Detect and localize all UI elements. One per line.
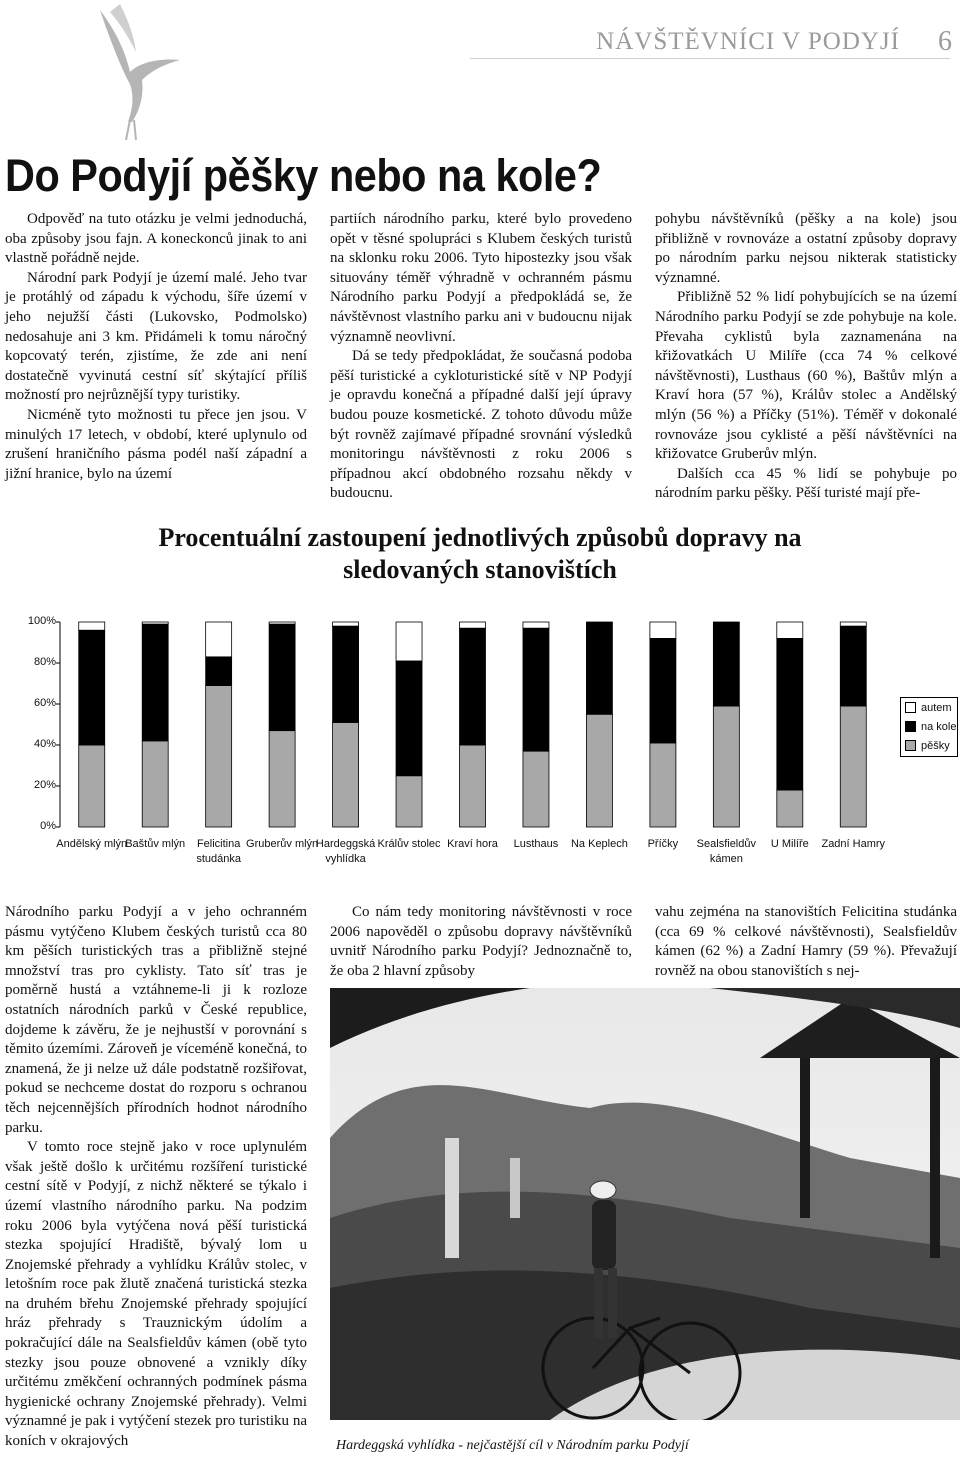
x-tick-label: Hardeggská vyhlídka: [315, 838, 376, 865]
x-tick-label: Zadní Hamry: [821, 838, 886, 850]
heron-logo-icon: [70, 0, 210, 140]
bar-segment-na-kole: [650, 638, 676, 743]
bar-segment-pěšky: [142, 741, 168, 827]
bar-segment-autem: [777, 622, 803, 638]
bar-segment-na-kole: [460, 628, 486, 745]
bar-segment-na-kole: [523, 628, 549, 751]
bar-segment-autem: [840, 622, 866, 626]
x-tick-label: Lusthaus: [513, 838, 559, 850]
top-column-3: [655, 210, 957, 504]
x-tick-label: Gruberův mlýn: [246, 838, 319, 850]
bar-segment-na-kole: [79, 630, 105, 745]
bar-segment-pěšky: [206, 686, 232, 827]
x-tick-label: Na Keplech: [570, 838, 628, 850]
paragraph: Přibližně 52 % lidí pohybujících se na území Národního parku Podyjí se zde pohybuje na kole. Převaha cyklistů byla zaznamenána na křižovatkách U Milíře (cca 74 % celkové návštěvnosti), Lusthaus (60 %), Baštův mlýn a Kraví hora (57 %), Králův stolec a Andělský mlýn (56 %) a Příčky (51%). Téměř v dokonalé rovnováze jsou cyklisté a pěší návštěvníci na křižovatce Gruberův mlýn.: [655, 289, 957, 463]
bar-segment-pěšky: [777, 790, 803, 827]
bar-segment-pěšky: [840, 706, 866, 827]
y-tick-label: 20%: [33, 779, 56, 791]
x-tick-label: U Milíře: [770, 838, 809, 850]
bar-segment-na-kole: [713, 622, 739, 706]
x-tick-label: Příčky: [647, 838, 679, 850]
bottom-column-3: [655, 903, 957, 981]
bar-segment-na-kole: [269, 624, 295, 731]
page-number: 6: [938, 26, 952, 57]
bottom-column-1: [5, 903, 307, 1452]
top-column-2: [330, 210, 632, 504]
legend-item-pesky: pěšky: [901, 736, 957, 755]
paragraph: Co nám tedy monitoring návštěvnosti v roce 2006 napověděl o způsobu dopravy návštěvníků uvnitř Národního parku Podyjí? Jednoznačně to, že oba 2 hlavní způsoby: [330, 904, 632, 979]
x-tick-label: Andělský mlýn: [56, 838, 128, 850]
bar-segment-pěšky: [650, 743, 676, 827]
bar-segment-pěšky: [713, 706, 739, 827]
article-headline: Do Podyjí pěšky nebo na kole?: [5, 150, 602, 201]
bar-segment-pěšky: [269, 731, 295, 827]
paragraph: Národního parku Podyjí a v jeho ochranném pásmu vytýčeno Klubem českých turistů cca 80 km pěších turistických tras a přibližně stejné množství tras pro cyklisty. Tato síť tras je poměrně hustá a vztáhneme-li ji k rozloze ostatních národních parků v České republice, dojdeme k závěru, že je nejhustší v porovnání s těmito územími. Zároveň je víceméně konečná, to znamená, že ji nelze už dále podstatně rozšiřovat, pokud se nechceme dostat do rozporu s ochranou těch nejcennějších přírodních hodnot národního parku.: [5, 904, 307, 1136]
x-tick-label: Felicitina studánka: [196, 838, 241, 865]
bar-segment-pěšky: [523, 751, 549, 827]
cyclist-photo: [330, 988, 960, 1420]
paragraph: partiích národního parku, které bylo provedeno opět v těsné spolupráci s Klubem českých turistů na sklonku roku 2006. Tyto hipostezky jsou však situovány téměř výhradně v ochranném pásmu Národního parku Podyjí a předpokládá se, že návštěvnost vlastního parku ani v budoucnu nijak významně neovlivní.: [330, 211, 632, 345]
paragraph: V tomto roce stejně jako v roce uplynulém však ještě došlo k určitému rozšíření turistické cestní sítě v Podyjí, z nichž některé se týkalo i území vlastního národního parku. Na podzim roku 2006 byla vytýčena nová pěší turistická stezka spojující Hradiště, bývalý lom u Znojemské přehrady a vyhlídku Králův stolec, v letošním roce pak žlutě značená turistická stezka na druhém břehu Znojemské přehrady spojující hráz přehrady s Trauznickým údolím a pokračující dále na Sealsfieldův kámen (obě tyto stezky jsou pouze obnovené a vznikly díky určitému změkčení ochranných podmínek pásma hygienické ochrany Znojemské přehrady). Velmi významné je pak i vytýčení stezek pro turistiku na koních v okrajových: [5, 1139, 307, 1450]
bar-segment-pěšky: [79, 745, 105, 827]
paragraph: Nicméně tyto možnosti tu přece jen jsou. V minulých 17 letech, v období, které uplynulo od zrušení hraničního pásma podél naší západní a jižní hranice, bylo na území: [5, 406, 307, 482]
x-tick-label: Baštův mlýn: [125, 838, 186, 850]
paragraph: vahu zejména na stanovištích Felicitina studánka (cca 69 % celkové návštěvnosti), Sealsfieldův kámen (62 %) a Zadní Hamry (59 %). Převažují rovněž na obou stanovištích s nej-: [655, 904, 957, 979]
paragraph: Národní park Podyjí je území malé. Jeho tvar je protáhlý od západu k východu, šíře území v jeho nejužší části (Lukovsko, Podmolsko) nedosahuje ani 3 km. Přidámeli k tomu náročný kopcovatý terén, zjistíme, že zde ani není dostatečně vyvinutá cestní síť skýtající příliš možností pro nejrůznější typy turistiky.: [5, 269, 307, 404]
paragraph: Dalších cca 45 % lidí se pohybuje po národním parku pěšky. Pěší turisté mají pře-: [655, 465, 957, 502]
paragraph: pohybu návštěvníků (pěšky a na kole) jsou přibližně v rovnováze a ostatní způsoby dopravy po národním parku nejsou nikterak statisticky významné.: [655, 211, 957, 286]
bar-segment-autem: [269, 622, 295, 624]
x-tick-label: Králův stolec: [377, 838, 441, 850]
bar-segment-autem: [206, 622, 232, 657]
bar-segment-autem: [523, 622, 549, 628]
top-column-1: [5, 210, 307, 484]
bar-segment-pěšky: [586, 714, 612, 827]
bar-segment-pěšky: [460, 745, 486, 827]
bar-segment-pěšky: [333, 722, 359, 827]
y-tick-label: 80%: [33, 656, 56, 668]
bar-segment-na-kole: [840, 626, 866, 706]
paragraph: Odpověď na tuto otázku je velmi jednoduchá, oba způsoby jsou fajn. A koneckonců jinak to ani vlastně pořádně nejde.: [5, 211, 307, 267]
bar-segment-na-kole: [142, 624, 168, 741]
y-tick-label: 40%: [33, 738, 56, 750]
y-tick-label: 100%: [27, 615, 56, 627]
bar-segment-na-kole: [586, 622, 612, 714]
chart-title: Procentuální zastoupení jednotlivých způsobů dopravy na sledovaných stanovištích: [158, 523, 802, 584]
x-tick-label: Kraví hora: [447, 838, 498, 850]
y-tick-label: 60%: [33, 697, 56, 709]
x-tick-label: Sealsfieldův kámen: [696, 838, 756, 865]
bar-segment-na-kole: [777, 638, 803, 790]
section-title: NÁVŠTĚVNÍCI V PODYJÍ: [596, 28, 900, 55]
bar-segment-autem: [650, 622, 676, 638]
bar-segment-na-kole: [333, 626, 359, 722]
stacked-bar-chart: [0, 600, 960, 890]
photo-caption: Hardeggská vyhlídka - nejčastější cíl v Národním parku Podyjí: [336, 1438, 689, 1453]
chart-legend: [900, 697, 958, 757]
bar-segment-autem: [333, 622, 359, 626]
header-divider: [470, 58, 950, 59]
bar-segment-autem: [396, 622, 422, 661]
bar-segment-autem: [79, 622, 105, 630]
bar-segment-autem: [142, 622, 168, 624]
bar-segment-autem: [460, 622, 486, 628]
legend-item-na-kole: na kole: [901, 717, 957, 736]
bar-segment-pěšky: [396, 776, 422, 827]
bottom-column-2: [330, 903, 632, 981]
legend-item-autem: autem: [901, 698, 957, 717]
paragraph: Dá se tedy předpokládat, že současná podoba pěší turistické a cykloturistické sítě v NP Podyjí je opravdu konečná a případné další její úpravy budou pouze kosmetické. Z tohoto důvodu může být rovněž zajímavé případné srovnání výsledků monitoringu návštěvnosti z roku 2006 s případnou akcí obdobného rozsahu někdy v budoucnu.: [330, 348, 632, 502]
bar-segment-na-kole: [396, 661, 422, 776]
bar-segment-na-kole: [206, 657, 232, 686]
y-tick-label: 0%: [40, 820, 56, 832]
